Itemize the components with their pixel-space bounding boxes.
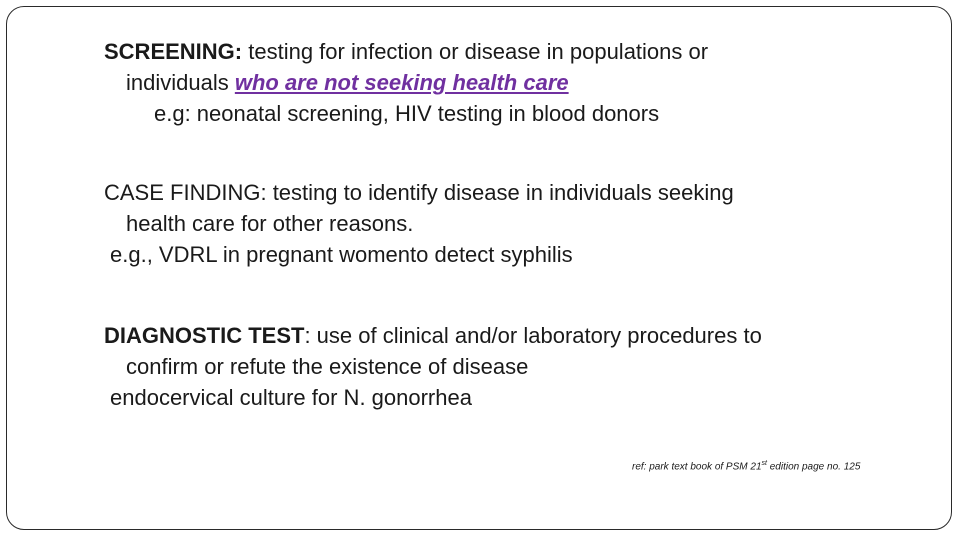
case-finding-definition-part2: health care for other reasons.: [126, 211, 414, 236]
diagnostic-definition-part1: : use of clinical and/or laboratory procedures to: [304, 323, 762, 348]
diagnostic-test-section: [104, 320, 904, 413]
reference-superscript: st: [761, 460, 767, 467]
screening-definition-part2: individuals: [126, 70, 235, 95]
screening-definition-line1: [104, 36, 904, 67]
reference-after: edition page no. 125: [766, 461, 861, 473]
diagnostic-definition-part2: confirm or refute the existence of disease: [126, 354, 529, 379]
reference-before: ref: park text book of PSM 21: [632, 461, 762, 473]
case-finding-definition-line1: [104, 177, 904, 208]
screening-section: [104, 36, 904, 129]
screening-definition-line2: [104, 67, 904, 98]
diagnostic-example: endocervical culture for N. gonorrhea: [110, 385, 472, 410]
case-finding-definition-part1: : testing to identify disease in individuals seeking: [260, 180, 734, 205]
screening-example: e.g: neonatal screening, HIV testing in blood donors: [154, 101, 660, 126]
screening-definition-part1: testing for infection or disease in populations or: [242, 39, 709, 64]
diagnostic-definition-line1: [104, 320, 904, 351]
case-finding-term: CASE FINDING: [104, 180, 261, 205]
reference-citation: [632, 460, 860, 472]
case-finding-section: [104, 177, 904, 270]
screening-term: SCREENING:: [104, 39, 243, 64]
screening-emphasis: who are not seeking health care: [234, 70, 569, 95]
diagnostic-term: DIAGNOSTIC TEST: [104, 323, 305, 348]
case-finding-example: e.g., VDRL in pregnant womento detect syphilis: [110, 242, 573, 267]
